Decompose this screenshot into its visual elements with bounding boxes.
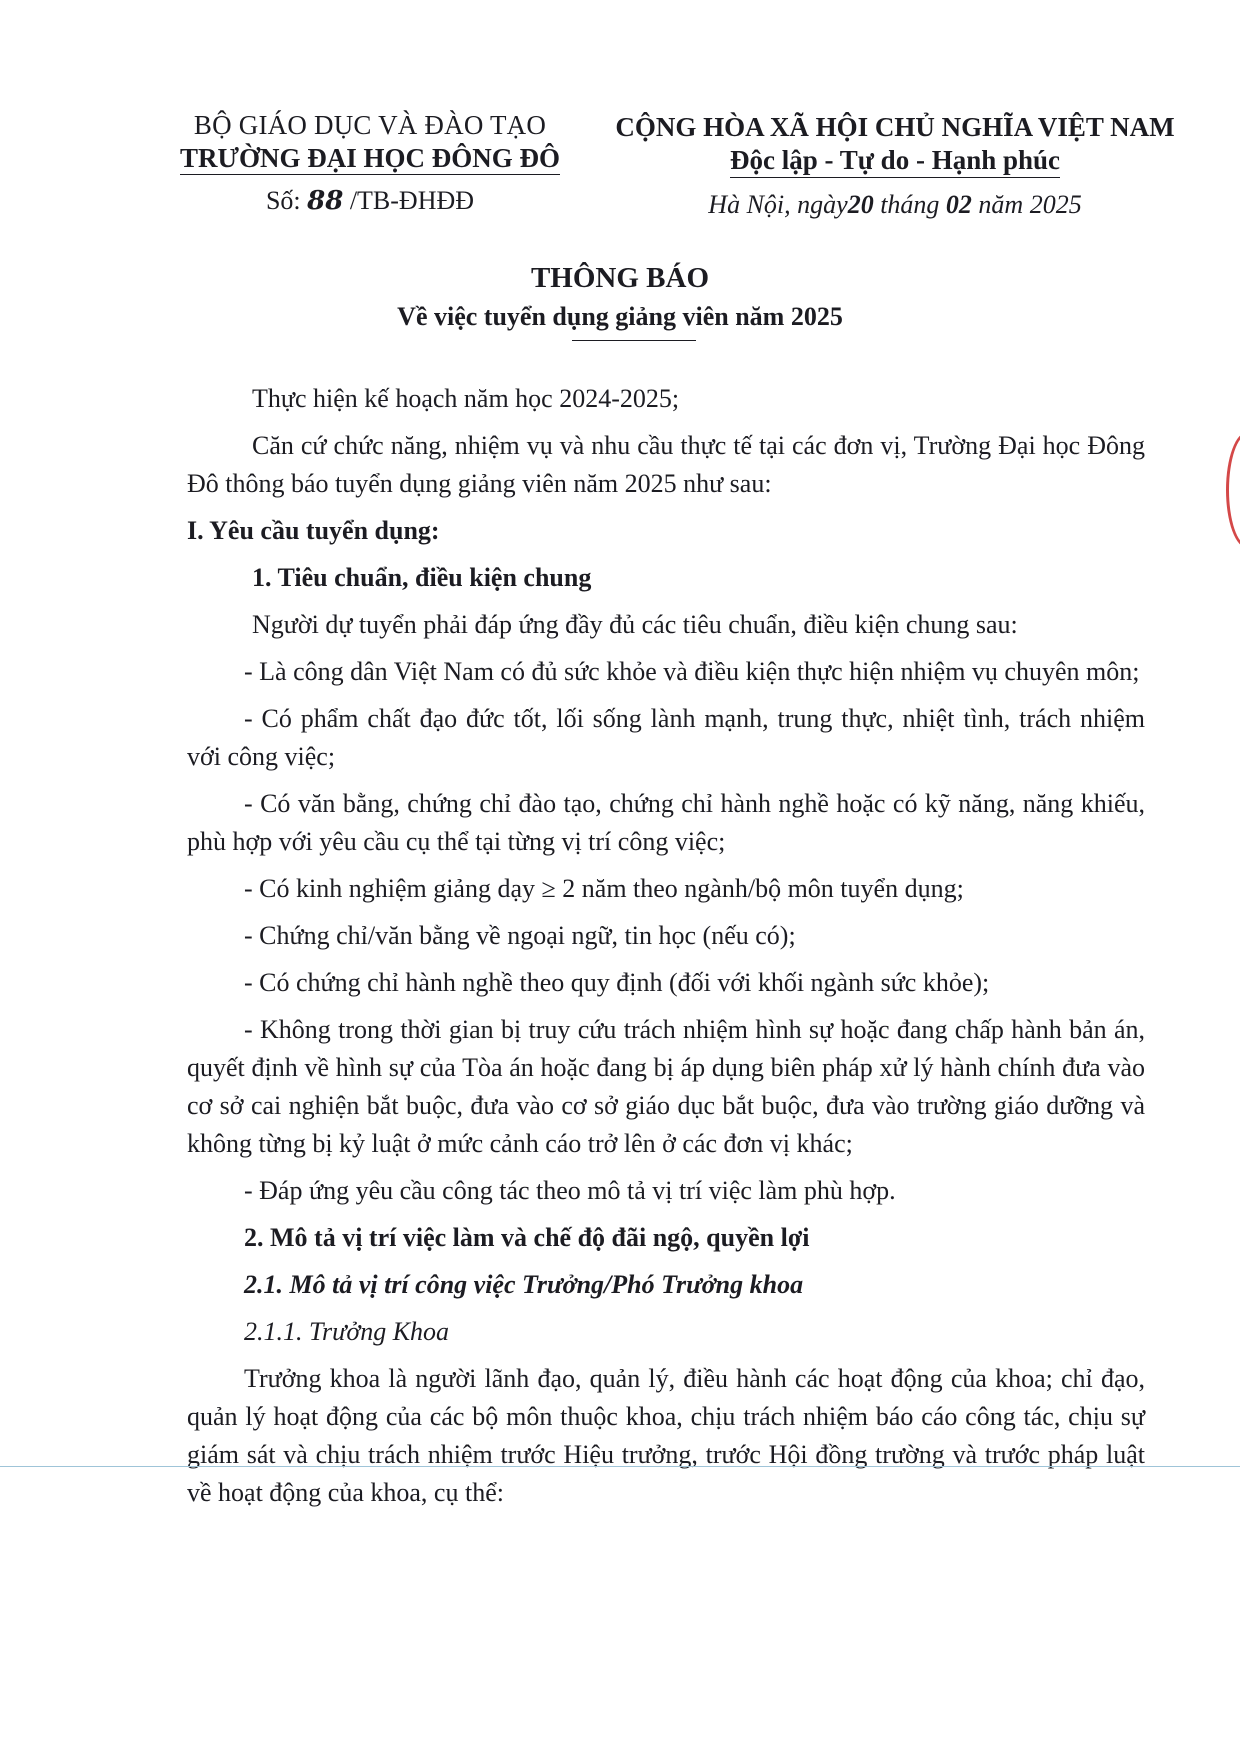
requirement-item: - Là công dân Việt Nam có đủ sức khỏe và điều kiện thực hiện nhiệm vụ chuyên môn; [244, 657, 1140, 686]
red-stamp-edge [1226, 432, 1240, 548]
university-name: TRƯỜNG ĐẠI HỌC ĐÔNG ĐÔ [179, 143, 560, 173]
subtitle-underline [572, 340, 696, 341]
subsection-heading: 1. Tiêu chuẩn, điều kiện chung [252, 563, 592, 592]
handwritten-day: 20 [847, 190, 874, 219]
requirement-item: - Có văn bằng, chứng chỉ đào tạo, chứng chỉ hành nghề hoặc có kỹ năng, năng khiếu, phù hợp với yêu cầu cụ thể tại từng vị trí công việc; [187, 789, 1145, 856]
requirement-item: - Đáp ứng yêu cầu công tác theo mô tả vị trí việc làm phù hợp. [244, 1176, 896, 1205]
subsection-heading: 2.1.1. Trưởng Khoa [244, 1317, 450, 1346]
section-heading: I. Yêu cầu tuyển dụng: [187, 516, 440, 545]
requirement-item: - Chứng chỉ/văn bằng về ngoại ngữ, tin học (nếu có); [244, 921, 796, 950]
requirement-item: - Không trong thời gian bị truy cứu trách nhiệm hình sự hoặc đang chấp hành bản án, quyết định về hình sự của Tòa án hoặc đang bị áp dụng biên pháp xử lý hành chính đưa vào cơ sở cai nghiện bắt buộc, đưa vào cơ sở giáo dục bắt buộc, đưa vào trường giáo dưỡng và không từng bị kỷ luật ở mức cảnh cáo trở lên ở các đơn vị khác; [187, 1015, 1145, 1158]
document-title: THÔNG BÁO [530, 262, 710, 294]
requirement-item: - Có kinh nghiệm giảng dạy ≥ 2 năm theo ngành/bộ môn tuyển dụng; [244, 874, 964, 903]
ministry-name: BỘ GIÁO DỤC VÀ ĐÀO TẠO [193, 110, 547, 140]
document-number: Số: 88 /TB-ĐHĐĐ [265, 186, 475, 216]
page-divider [0, 1466, 1240, 1467]
requirement-item: - Có phẩm chất đạo đức tốt, lối sống lành mạnh, trung thực, nhiệt tình, trách nhiệm với công việc; [187, 704, 1145, 771]
handwritten-month: 02 [945, 190, 972, 219]
issuer-block [150, 110, 590, 216]
subsection-heading: 2.1. Mô tả vị trí công việc Trưởng/Phó Trưởng khoa [244, 1270, 804, 1299]
intro-paragraph: Thực hiện kế hoạch năm học 2024-2025; [252, 384, 680, 413]
national-motto: Độc lập - Tự do - Hạnh phúc [730, 145, 1060, 178]
dean-description: Trưởng khoa là người lãnh đạo, quản lý, điều hành các hoạt động của khoa; chỉ đạo, quản lý hoạt động của các bộ môn thuộc khoa, chịu trách nhiệm báo cáo công tác, chịu sự giám sát và chịu trách nhiệm trước Hiệu trưởng, trước Hội đồng trường và trước pháp luật về hoạt động của khoa, cụ thể: [187, 1364, 1145, 1507]
handwritten-number: 88 [307, 186, 344, 216]
subsection-heading: 2. Mô tả vị trí việc làm và chế độ đãi ngộ, quyền lợi [244, 1223, 810, 1252]
document-subtitle: Về việc tuyển dụng giảng viên năm 2025 [397, 302, 843, 331]
basis-paragraph: Căn cứ chức năng, nhiệm vụ và nhu cầu thực tế tại các đơn vị, Trường Đại học Đông Đô thông báo tuyển dụng giảng viên năm 2025 như sau: [187, 431, 1145, 498]
document-date: Hà Nội, ngày20 tháng 02 năm 2025 [708, 190, 1082, 219]
requirement-item: - Có chứng chỉ hành nghề theo quy định (đối với khối ngành sức khỏe); [244, 968, 990, 997]
requirements-lead: Người dự tuyển phải đáp ứng đầy đủ các tiêu chuẩn, điều kiện chung sau: [252, 610, 1018, 639]
country-name: CỘNG HÒA XÃ HỘI CHỦ NGHĨA VIỆT NAM [615, 112, 1175, 142]
national-header [590, 112, 1200, 220]
document-body [187, 380, 1145, 1521]
